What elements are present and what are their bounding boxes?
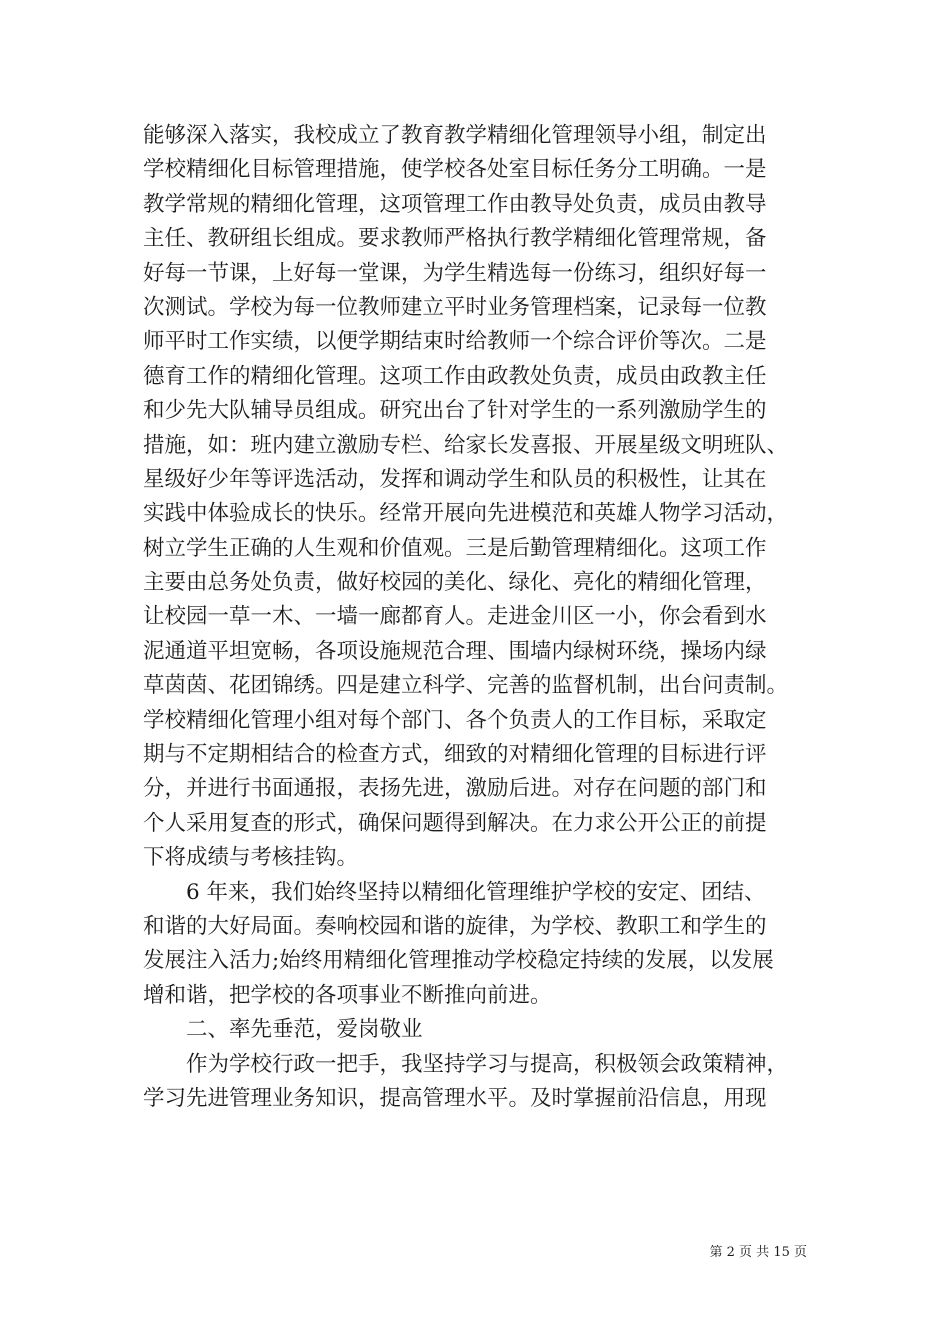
paragraph bbox=[143, 1048, 813, 1117]
paragraph bbox=[143, 1013, 813, 1047]
text-line: 6 年来，我们始终坚持以精细化管理维护学校的安定、团结、 bbox=[186, 879, 766, 905]
text-line: 让校园一草一木、一墙一廊都育人。走进金川区一小，你会看到水 bbox=[143, 604, 767, 630]
text-line: 分，并进行书面通报，表扬先进，激励后进。对存在问题的部门和 bbox=[143, 776, 767, 802]
paragraph bbox=[143, 119, 813, 876]
text-line: 措施，如：班内建立激励专栏、给家长发喜报、开展星级文明班队、 bbox=[143, 432, 789, 458]
text-line: 好每一节课，上好每一堂课，为学生精选每一份练习，组织好每一 bbox=[143, 260, 767, 286]
text-line: 师平时工作实绩，以便学期结束时给教师一个综合评价等次。二是 bbox=[143, 329, 767, 355]
text-line: 个人采用复查的形式，确保问题得到解决。在力求公开公正的前提 bbox=[143, 810, 767, 836]
text-line: 增和谐，把学校的各项事业不断推向前进。 bbox=[143, 982, 552, 1008]
text-line: 学校精细化目标管理措施，使学校各处室目标任务分工明确。一是 bbox=[143, 157, 767, 183]
text-line: 学校精细化管理小组对每个部门、各个负责人的工作目标，采取定 bbox=[143, 707, 767, 733]
text-line: 星级好少年等评选活动，发挥和调动学生和队员的积极性，让其在 bbox=[143, 466, 767, 492]
paragraph bbox=[143, 876, 813, 1014]
text-line: 实践中体验成长的快乐。经常开展向先进模范和英雄人物学习活动， bbox=[143, 501, 789, 527]
text-line: 次测试。学校为每一位教师建立平时业务管理档案，记录每一位教 bbox=[143, 294, 767, 320]
text-line: 和少先大队辅导员组成。研究出台了针对学生的一系列激励学生的 bbox=[143, 398, 767, 424]
text-line: 学习先进管理业务知识，提高管理水平。及时掌握前沿信息，用现 bbox=[143, 1085, 767, 1111]
text-line: 主任、教研组长组成。要求教师严格执行教学精细化管理常规，备 bbox=[143, 226, 767, 252]
text-line: 发展注入活力;始终用精细化管理推动学校稳定持续的发展，以发展 bbox=[143, 948, 774, 974]
text-line: 下将成绩与考核挂钩。 bbox=[143, 845, 359, 871]
text-line: 教学常规的精细化管理，这项管理工作由教导处负责，成员由教导 bbox=[143, 191, 767, 217]
page-number: 第 2 页 共 15 页 bbox=[709, 1245, 807, 1260]
text-line: 树立学生正确的人生观和价值观。三是后勤管理精细化。这项工作 bbox=[143, 535, 767, 561]
text-line: 和谐的大好局面。奏响校园和谐的旋律，为学校、教职工和学生的 bbox=[143, 913, 767, 939]
text-line: 主要由总务处负责，做好校园的美化、绿化、亮化的精细化管理， bbox=[143, 570, 767, 596]
document-body bbox=[143, 119, 813, 1116]
text-line: 期与不定期相结合的检查方式，细致的对精细化管理的目标进行评 bbox=[143, 742, 767, 768]
text-line: 德育工作的精细化管理。这项工作由政教处负责，成员由政教主任 bbox=[143, 363, 767, 389]
text-line: 泥通道平坦宽畅，各项设施规范合理、围墙内绿树环绕，操场内绿 bbox=[143, 638, 767, 664]
text-line: 能够深入落实，我校成立了教育教学精细化管理领导小组，制定出 bbox=[143, 123, 767, 148]
text-line: 二、率先垂范，爱岗敬业 bbox=[186, 1017, 423, 1043]
text-line: 草茵茵、花团锦绣。四是建立科学、完善的监督机制，出台问责制。 bbox=[143, 673, 789, 699]
text-line: 作为学校行政一把手，我坚持学习与提高，积极领会政策精神， bbox=[186, 1051, 789, 1077]
